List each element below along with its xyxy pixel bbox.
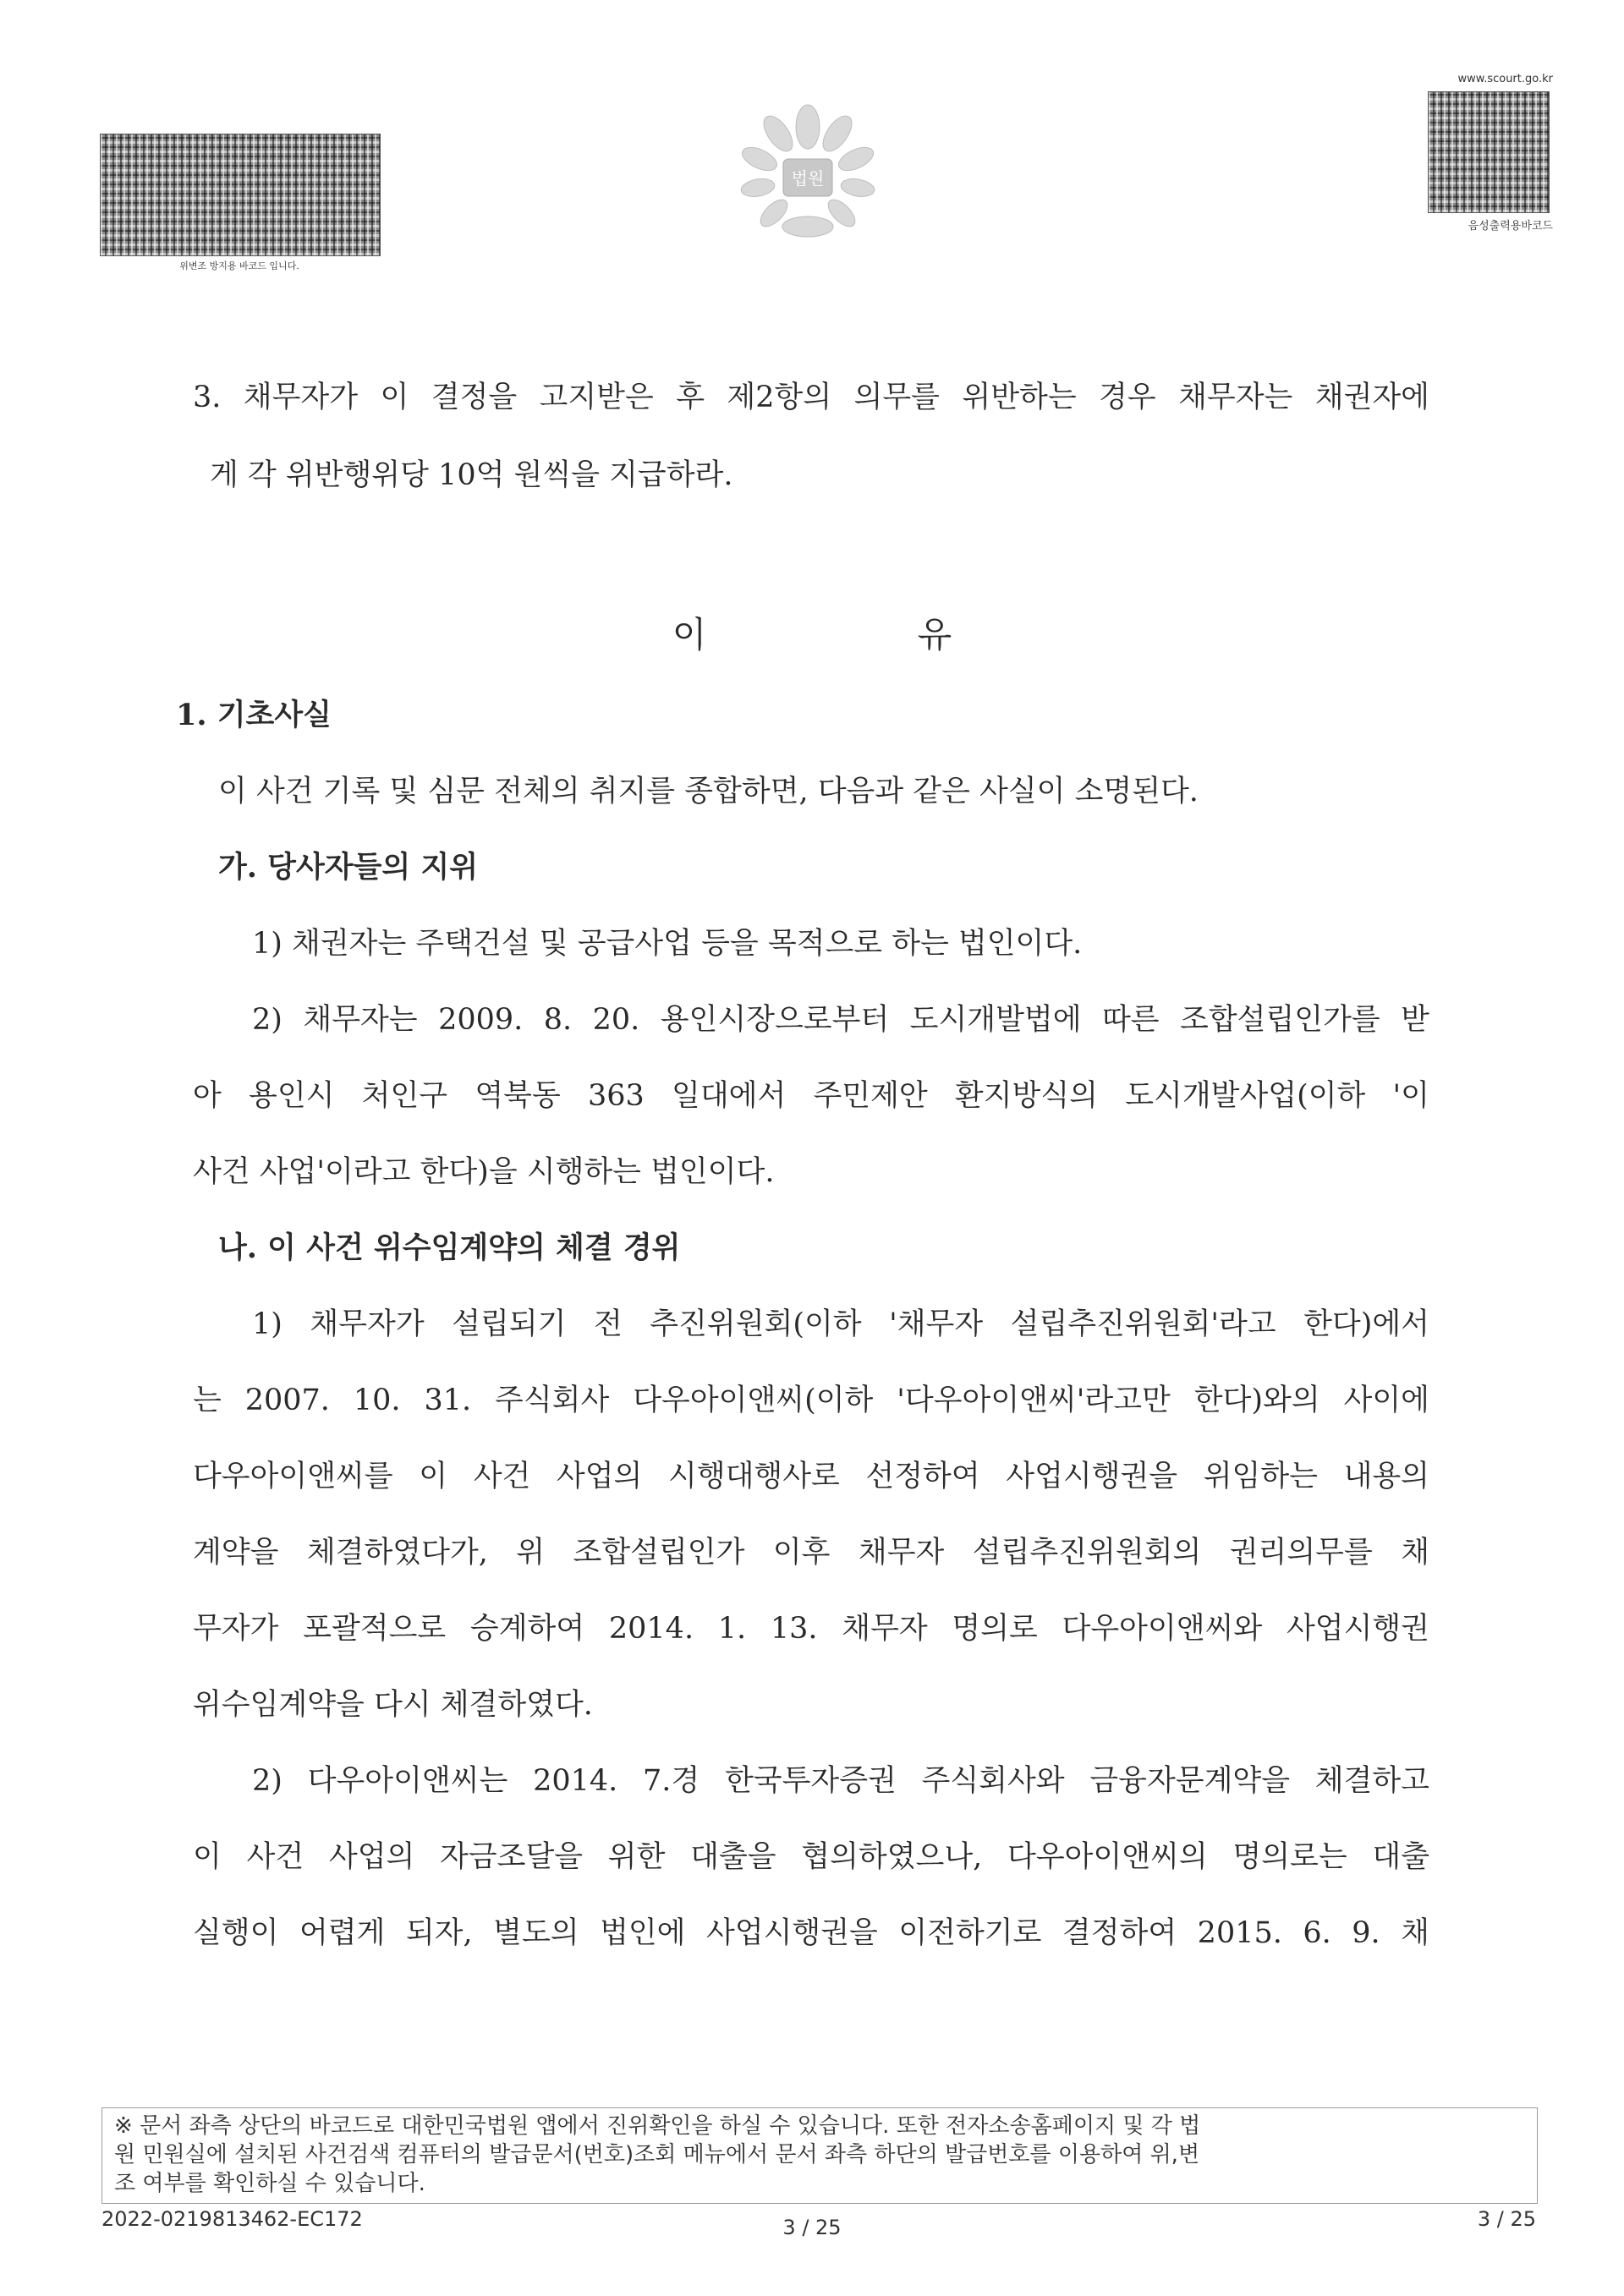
issue-number: 2022-0219813462-EC172 [102, 2207, 363, 2231]
subsection-b-item-1-line-2: 는 2007. 10. 31. 주식회사 다우아이앤씨(이하 '다우아이앤씨'라고만 한다)와의 사이에 [193, 1384, 1429, 1417]
subsection-b-item-1-line-3: 다우아이앤씨를 이 사건 사업의 시행대행사로 선정하여 사업시행권을 위임하는 내용의 [193, 1460, 1429, 1493]
section-1-intro: 이 사건 기록 및 심문 전체의 취지를 종합하면, 다음과 같은 사실이 소명된다. [218, 775, 1199, 808]
subsection-b-item-1-line-5: 무자가 포괄적으로 승계하여 2014. 1. 13. 채무자 명의로 다우아이앤씨와 사업시행권 [193, 1612, 1429, 1646]
verification-notice-line-2: 원 민원실에 설치된 사건검색 컴퓨터의 발급문서(번호)조회 메뉴에서 문서 좌측 하단의 발급번호를 이용하여 위,변 [114, 2142, 1200, 2167]
order-item-3-line-2: 게 각 위반행위당 10억 원씩을 지급하라. [210, 458, 733, 492]
seal-text: 법원 [791, 168, 825, 189]
subsection-b-item-2-line-2: 이 사건 사업의 자금조달을 위한 대출을 협의하였으나, 다우아이앤씨의 명의로는 대출 [193, 1840, 1429, 1874]
page-number-center: 3 / 25 [782, 2216, 842, 2239]
subsection-a-heading: 가. 당사자들의 지위 [218, 850, 479, 885]
subsection-a-item-1: 1) 채권자는 주택건설 및 공급사업 등을 목적으로 하는 법인이다. [252, 927, 1083, 961]
subsection-b-item-1-line-6: 위수임계약을 다시 체결하였다. [193, 1688, 593, 1722]
order-item-3-line-1: 3. 채무자가 이 결정을 고지받은 후 제2항의 의무를 위반하는 경우 채무자는 채권자에 [193, 381, 1429, 414]
court-seal-icon [727, 93, 888, 254]
verification-notice-line-3: 조 여부를 확인하실 수 있습니다. [114, 2171, 425, 2196]
page-number-right: 3 / 25 [1477, 2207, 1536, 2231]
subsection-a-item-2-line-3: 사건 사업'이라고 한다)을 시행하는 법인이다. [193, 1155, 775, 1189]
subsection-b-item-1-line-1: 1) 채무자가 설립되기 전 추진위원회(이하 '채무자 설립추진위원회'라고 한다)에서 [252, 1307, 1429, 1341]
anti-forgery-barcode-caption: 위변조 방지용 바코드 입니다. [179, 260, 299, 271]
subsection-b-item-1-line-4: 계약을 체결하였다가, 위 조합설립인가 이후 채무자 설립추진위원회의 권리의무를 채 [193, 1536, 1429, 1570]
audio-output-barcode-caption: 음성출력용바코드 [1468, 220, 1553, 233]
verification-notice [102, 2107, 1538, 2204]
reason-title: 이 유 [672, 614, 1052, 655]
subsection-b-item-2-line-3: 실행이 어렵게 되자, 별도의 법인에 사업시행권을 이전하기로 결정하여 2015. 6. 9. 채 [193, 1916, 1429, 1950]
verification-notice-line-1: ※ 문서 좌측 상단의 바코드로 대한민국법원 앱에서 진위확인을 하실 수 있습니다. 또한 전자소송홈페이지 및 각 법 [114, 2113, 1201, 2139]
subsection-a-item-2-line-1: 2) 채무자는 2009. 8. 20. 용인시장으로부터 도시개발법에 따른 조합설립인가를 받 [252, 1003, 1429, 1037]
section-1-heading: 1. 기초사실 [176, 698, 332, 732]
court-site-url: www.scourt.go.kr [1457, 73, 1553, 85]
subsection-b-item-2-line-1: 2) 다우아이앤씨는 2014. 7.경 한국투자증권 주식회사와 금융자문계약을 체결하고 [252, 1764, 1429, 1798]
subsection-a-item-2-line-2: 아 용인시 처인구 역북동 363 일대에서 주민제안 환지방식의 도시개발사업(이하 '이 [193, 1079, 1429, 1113]
anti-forgery-barcode [100, 134, 381, 256]
subsection-b-heading: 나. 이 사건 위수임계약의 체결 경위 [218, 1230, 681, 1265]
audio-output-barcode [1428, 91, 1550, 213]
